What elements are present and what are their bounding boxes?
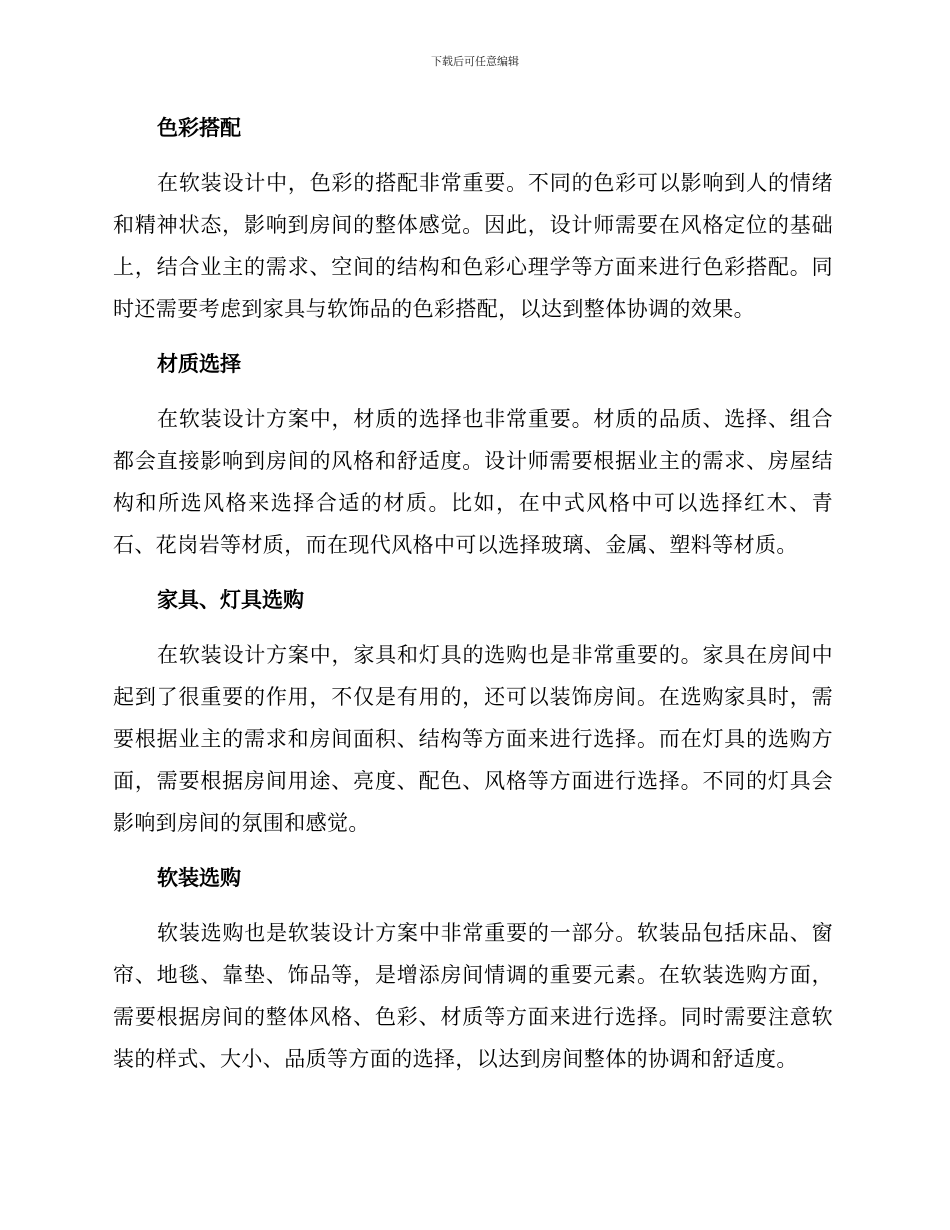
section-paragraph: 在软装设计方案中，家具和灯具的选购也是非常重要的。家具在房间中起到了很重要的作用，不仅是有用的，还可以装饰房间。在选购家具时，需要根据业主的需求和房间面积、结构等方面来进行选择。而在灯具的选购方面，需要根据房间用途、亮度、配色、风格等方面进行选择。不同的灯具会影响到房间的氛围和感觉。	[113, 643, 833, 835]
section-paragraph: 在软装设计方案中，材质的选择也非常重要。材质的品质、选择、组合都会直接影响到房间的风格和舒适度。设计师需要根据业主的需求、房屋结构和所选风格来选择合适的材质。比如，在中式风格中可以选择红木、青石、花岗岩等材质，而在现代风格中可以选择玻璃、金属、塑料等材质。	[113, 407, 833, 557]
section-furniture-lighting	[113, 580, 833, 844]
section-material-selection	[113, 344, 833, 566]
section-heading: 家具、灯具选购	[157, 588, 304, 612]
section-soft-furnishing	[113, 858, 833, 1080]
section-heading: 材质选择	[157, 352, 241, 376]
section-paragraph: 在软装设计中，色彩的搭配非常重要。不同的色彩可以影响到人的情绪和精神状态，影响到房间的整体感觉。因此，设计师需要在风格定位的基础上，结合业主的需求、空间的结构和色彩心理学等方面来进行色彩搭配。同时还需要考虑到家具与软饰品的色彩搭配，以达到整体协调的效果。	[113, 171, 833, 321]
section-paragraph: 软装选购也是软装设计方案中非常重要的一部分。软装品包括床品、窗帘、地毯、靠垫、饰品等，是增添房间情调的重要元素。在软装选购方面，需要根据房间的整体风格、色彩、材质等方面来进行选择。同时需要注意软装的样式、大小、品质等方面的选择，以达到房间整体的协调和舒适度。	[113, 921, 833, 1071]
document-body	[113, 108, 833, 1094]
page-header: 下载后可任意编辑	[431, 55, 519, 68]
section-color-matching	[113, 108, 833, 330]
section-heading: 色彩搭配	[157, 116, 241, 140]
section-heading: 软装选购	[157, 866, 241, 890]
